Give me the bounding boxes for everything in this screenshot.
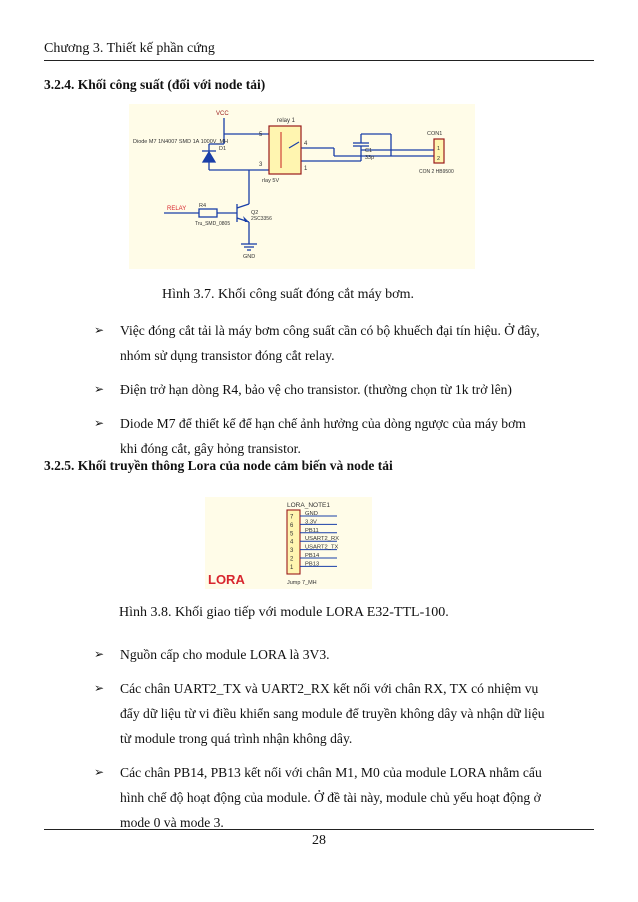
relay-signal-label: RELAY [167,206,187,212]
lora-pin-number: 7 [290,514,294,521]
con-pin2-label: 2 [437,156,441,162]
lora-connector-schematic [205,497,372,589]
lora-pin-label: PB13 [305,561,320,568]
chapter-header: Chương 3. Thiết kế phần cứng [44,41,215,56]
lora-pin-number: 4 [290,539,294,546]
arrow-bullet-icon: ➢ [94,647,105,661]
lora-header-icon [287,510,300,574]
power-notes-list [94,318,546,470]
con-model-label: CON 2 HB9500 [419,169,454,175]
gnd-label: GND [243,254,256,260]
lora-schematic-drawing [205,497,372,589]
lora-title-label: LORA_NOTE1 [287,502,330,509]
lora-pin-number: 5 [290,531,294,538]
figure-caption-3-7: Hình 3.7. Khối công suất đóng cắt máy bơm. [162,287,414,302]
lora-label: LORA [208,572,245,587]
section-heading-lora: 3.2.5. Khối truyền thông Lora của node cảm biến và node tải [44,458,393,473]
figure-caption-3-8: Hình 3.8. Khối giao tiếp với module LORA E32-TTL-100. [119,605,449,620]
q2-model-label: 2SC3356 [251,216,272,222]
arrow-bullet-icon: ➢ [94,416,105,430]
list-item: ➢ Điện trở hạn dòng R4, bảo vệ cho transistor. (thường chọn từ 1k trở lên) [94,377,546,402]
arrow-bullet-icon: ➢ [94,681,105,695]
header-divider [44,60,594,61]
relay-model-label: rlay 5V [262,178,280,184]
r4-value-label: Tru_SMD_0805 [195,221,231,227]
arrow-bullet-icon: ➢ [94,382,105,396]
vcc-label: VCC [216,111,229,117]
lora-pin-number: 1 [290,564,294,571]
d1-label: D1 [219,146,227,152]
lora-pin-label: PB14 [305,553,320,559]
arrow-bullet-icon: ➢ [94,765,105,779]
relay-name-label: relay 1 [277,118,296,124]
arrow-bullet-icon: ➢ [94,323,105,337]
page-number: 28 [312,833,326,848]
relay-icon [269,126,301,174]
diode-icon [202,151,216,162]
pin3-label: 3 [259,162,263,168]
diode-label: Diode M7 1N4007 SMD 1A 1000V_MH [133,139,229,145]
lora-pin-label: USART2_RX [305,536,340,543]
q2-label: Q2 [251,210,259,216]
lora-part-label: Jump 7_MH [287,580,317,586]
list-item: ➢ Các chân UART2_TX và UART2_RX kết nối với chân RX, TX có nhiệm vụ đẩy dữ liệu từ vi điều khiển sang module để truyền không dây và nhận dữ liệu từ module trong quá trình nhận không dây. [94,676,546,751]
power-schematic-drawing [129,104,475,269]
transistor-icon [243,216,249,222]
list-item: ➢ Các chân PB14, PB13 kết nối với chân M1, M0 của module LORA nhằm cấu hình chế độ hoạt động của module. Ở đề tài này, module chủ yếu hoạt động ở mode 0 và mode 3. [94,760,546,835]
lora-pin-label: 3.3V [305,519,317,526]
footer-divider [44,829,594,830]
lora-pin-number: 6 [290,522,294,529]
power-block-schematic [129,104,475,269]
con-label: CON1 [427,131,443,137]
pin5-label: 5 [259,132,263,138]
lora-notes-list [94,642,546,844]
pin1-label: 1 [304,166,308,172]
section-heading-power: 3.2.4. Khối công suất (đối với node tải) [44,77,266,92]
r4-label: R4 [199,203,207,209]
lora-pin-label: GND [305,511,318,517]
lora-pin-label: USART2_TX [305,544,339,551]
lora-pin-number: 2 [290,556,294,563]
c1-label: C1 [365,148,373,154]
list-item: ➢ Việc đóng cắt tải là máy bơm công suất cần có bộ khuếch đại tín hiệu. Ở đây, nhóm sử dụng transistor đóng cắt relay. [94,318,546,368]
list-item: ➢ Nguồn cấp cho module LORA là 3V3. [94,642,546,667]
pin4-label: 4 [304,141,308,147]
list-item: ➢ Diode M7 để thiết kế để hạn chế ảnh hưởng của dòng ngược của máy bơm khi đóng cắt, gây hỏng transistor. [94,411,546,461]
lora-pin-number: 3 [290,548,294,555]
lora-pin-label: PB11 [305,527,319,534]
con-pin1-label: 1 [437,146,441,152]
c1-value-label: 33p [365,155,375,161]
